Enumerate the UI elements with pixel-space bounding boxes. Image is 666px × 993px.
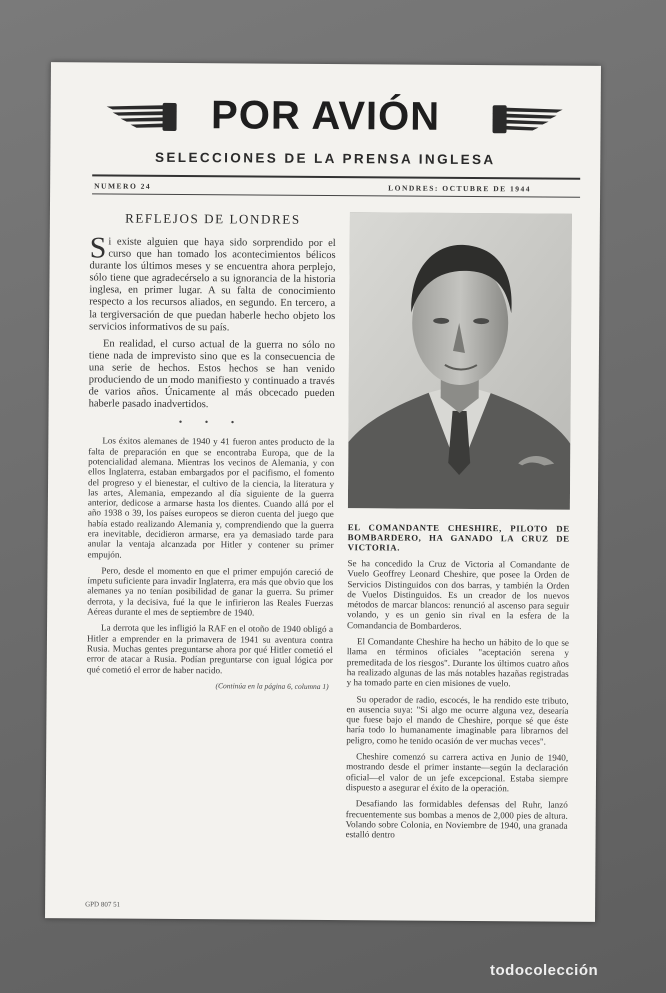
newsletter-page — [45, 62, 601, 922]
portrait-photo — [348, 212, 572, 510]
continuation-note: (Continúa en la página 6, columna 1) — [215, 681, 329, 691]
divider — [92, 174, 580, 179]
masthead-subtitle: SELECCIONES DE LA PRENSA INGLESA — [154, 149, 496, 168]
place-date: LONDRES: OCTUBRE DE 1944 — [388, 183, 532, 194]
watermark-text: todocolecci — [490, 962, 579, 979]
issue-number: NUMERO 24 — [94, 181, 152, 191]
right-column — [346, 212, 572, 847]
body-paragraph: Se ha concedido la Cruz de Victoria al Comandante de Vuelo Geoffrey Leonard Cheshire, que posee la Orden de Servicios Distinguidos con dos barras, y también la Orden de Vuelos Distinguidos. Es un creador de los nuevos métodos de marcar blancos: renunció al ascenso para seguir volando, y es un genio sin rival en la esfera de la Comandancia de Bombarderos. — [347, 558, 570, 631]
photo-caption: EL COMANDANTE CHESHIRE, PILOTO DE BOMBARDERO, HA GANADO LA CRUZ DE VICTORIA. — [347, 522, 570, 553]
body-paragraph: Si existe alguien que haya sido sorprendido por el curso que han tomado los acontecimientos bélicos durante los últimos meses y se encuentra ahora perplejo, sólo tiene que agradecérselo a su ignorancia de la historia inglesa, en primer lugar. A su falta de conocimiento respecto a los recursos aliados, en segundo. En tercero, a la tergiversación de que puedan haberle hecho objeto los servicios informativos de su país. — [89, 231, 336, 333]
portrait-illustration — [348, 212, 572, 510]
section-heading: REFLEJOS DE LONDRES — [125, 210, 301, 227]
watermark — [490, 962, 598, 979]
body-paragraph: Su operador de radio, escocés, le ha rendido este tributo, en ausencia suya: "Si algo me ocurre alguna vez, desearía que fuese bajo el mando de Cheshire, porque sé que éste haría todo lo humanamente imaginable para librarnos del peligro, como he tenido ocasión de ver muchas veces". — [346, 693, 569, 747]
body-paragraph: Cheshire comenzó su carrera activa en Junio de 1940, mostrando desde el primer instante—según la declaración oficial—el valor de un jefe excepcional. Estaba siempre dispuesto a asegurar el éxito de la operación. — [345, 751, 569, 794]
watermark-tail: ón — [578, 962, 599, 979]
masthead — [50, 90, 600, 146]
left-column — [87, 210, 336, 691]
body-paragraph: En realidad, el curso actual de la guerra no sólo no tiene nada de imprevisto sino que es la consecuencia de una serie de hechos. Estos hechos se han venido produciendo de un modo manifiesto y continuado a través de varios años. Únicamente al más obcecado pueden haberle pasado inadvertidos. — [88, 338, 336, 411]
body-paragraph: La derrota que les infligió la RAF en el otoño de 1940 obligó a Hitler a emprender en la primavera de 1941 su aventura contra Rusia. Muchas gentes preguntarse ahora por qué Hitler cometió el error de atacar a Rusia. Podían preguntarse con igual lógica por qué cometió el error de haber nacido. — [86, 622, 334, 675]
masthead-title: POR AVIÓN — [210, 93, 441, 139]
divider — [92, 193, 580, 197]
body-paragraph: El Comandante Cheshire ha hecho un hábito de lo que se llama en términos oficiales "aceptación serena y premeditada de los riesgos". Durante los últimos cuatro años ha realizado algunas de las más notables hazañas registradas y ha tomado parte en cien misiones de vuelo. — [346, 636, 569, 689]
separator: • • • — [178, 417, 245, 429]
body-paragraph: Los éxitos alemanes de 1940 y 41 fueron antes producto de la falta de preparación en que se encontraba Europa, que de la potencialidad alemana. Mientras los vecinos de Alemania, y con ellos Inglaterra, estaban embargados por el pacifismo, el fomento del progreso y el bienestar, el cultivo de la ciencia, la literatura y las artes, Alemania, empezando al día siguiente de la guerra anterior, dedicose a armarse hasta los dientes. Cuando allá por el año 1938 o 39, los países europeos se dieron cuenta del juego que había estado realizando Alemania y, comprendiendo que la guerra era inevitable, decidieron armarse, era ya demasiado tarde para anular la ventaja alcanzada por Hitler y contener su primer empujón. — [87, 435, 335, 560]
body-paragraph: Desafiando las formidables defensas del Ruhr, lanzó frecuentemente sus bombas a menos de 2,000 pies de altura. Volando sobre Colonia, en Noviembre de 1940, una granada estalló dentro — [345, 798, 568, 840]
winged-emblem-icon — [490, 101, 570, 136]
print-code: GPD 807 51 — [85, 900, 121, 909]
body-paragraph: Pero, desde el momento en que el primer empujón careció de ímpetu suficiente para invadir Inglaterra, era más que obvio que los alemanes ya no tenían posibilidad de ganar la guerra. Su primer derrota, y la decisiva, fué la que le infirieron las Reales Fuerzas Aéreas durante el mes de septiembre de 1940. — [87, 565, 334, 618]
winged-emblem-icon — [99, 98, 179, 133]
